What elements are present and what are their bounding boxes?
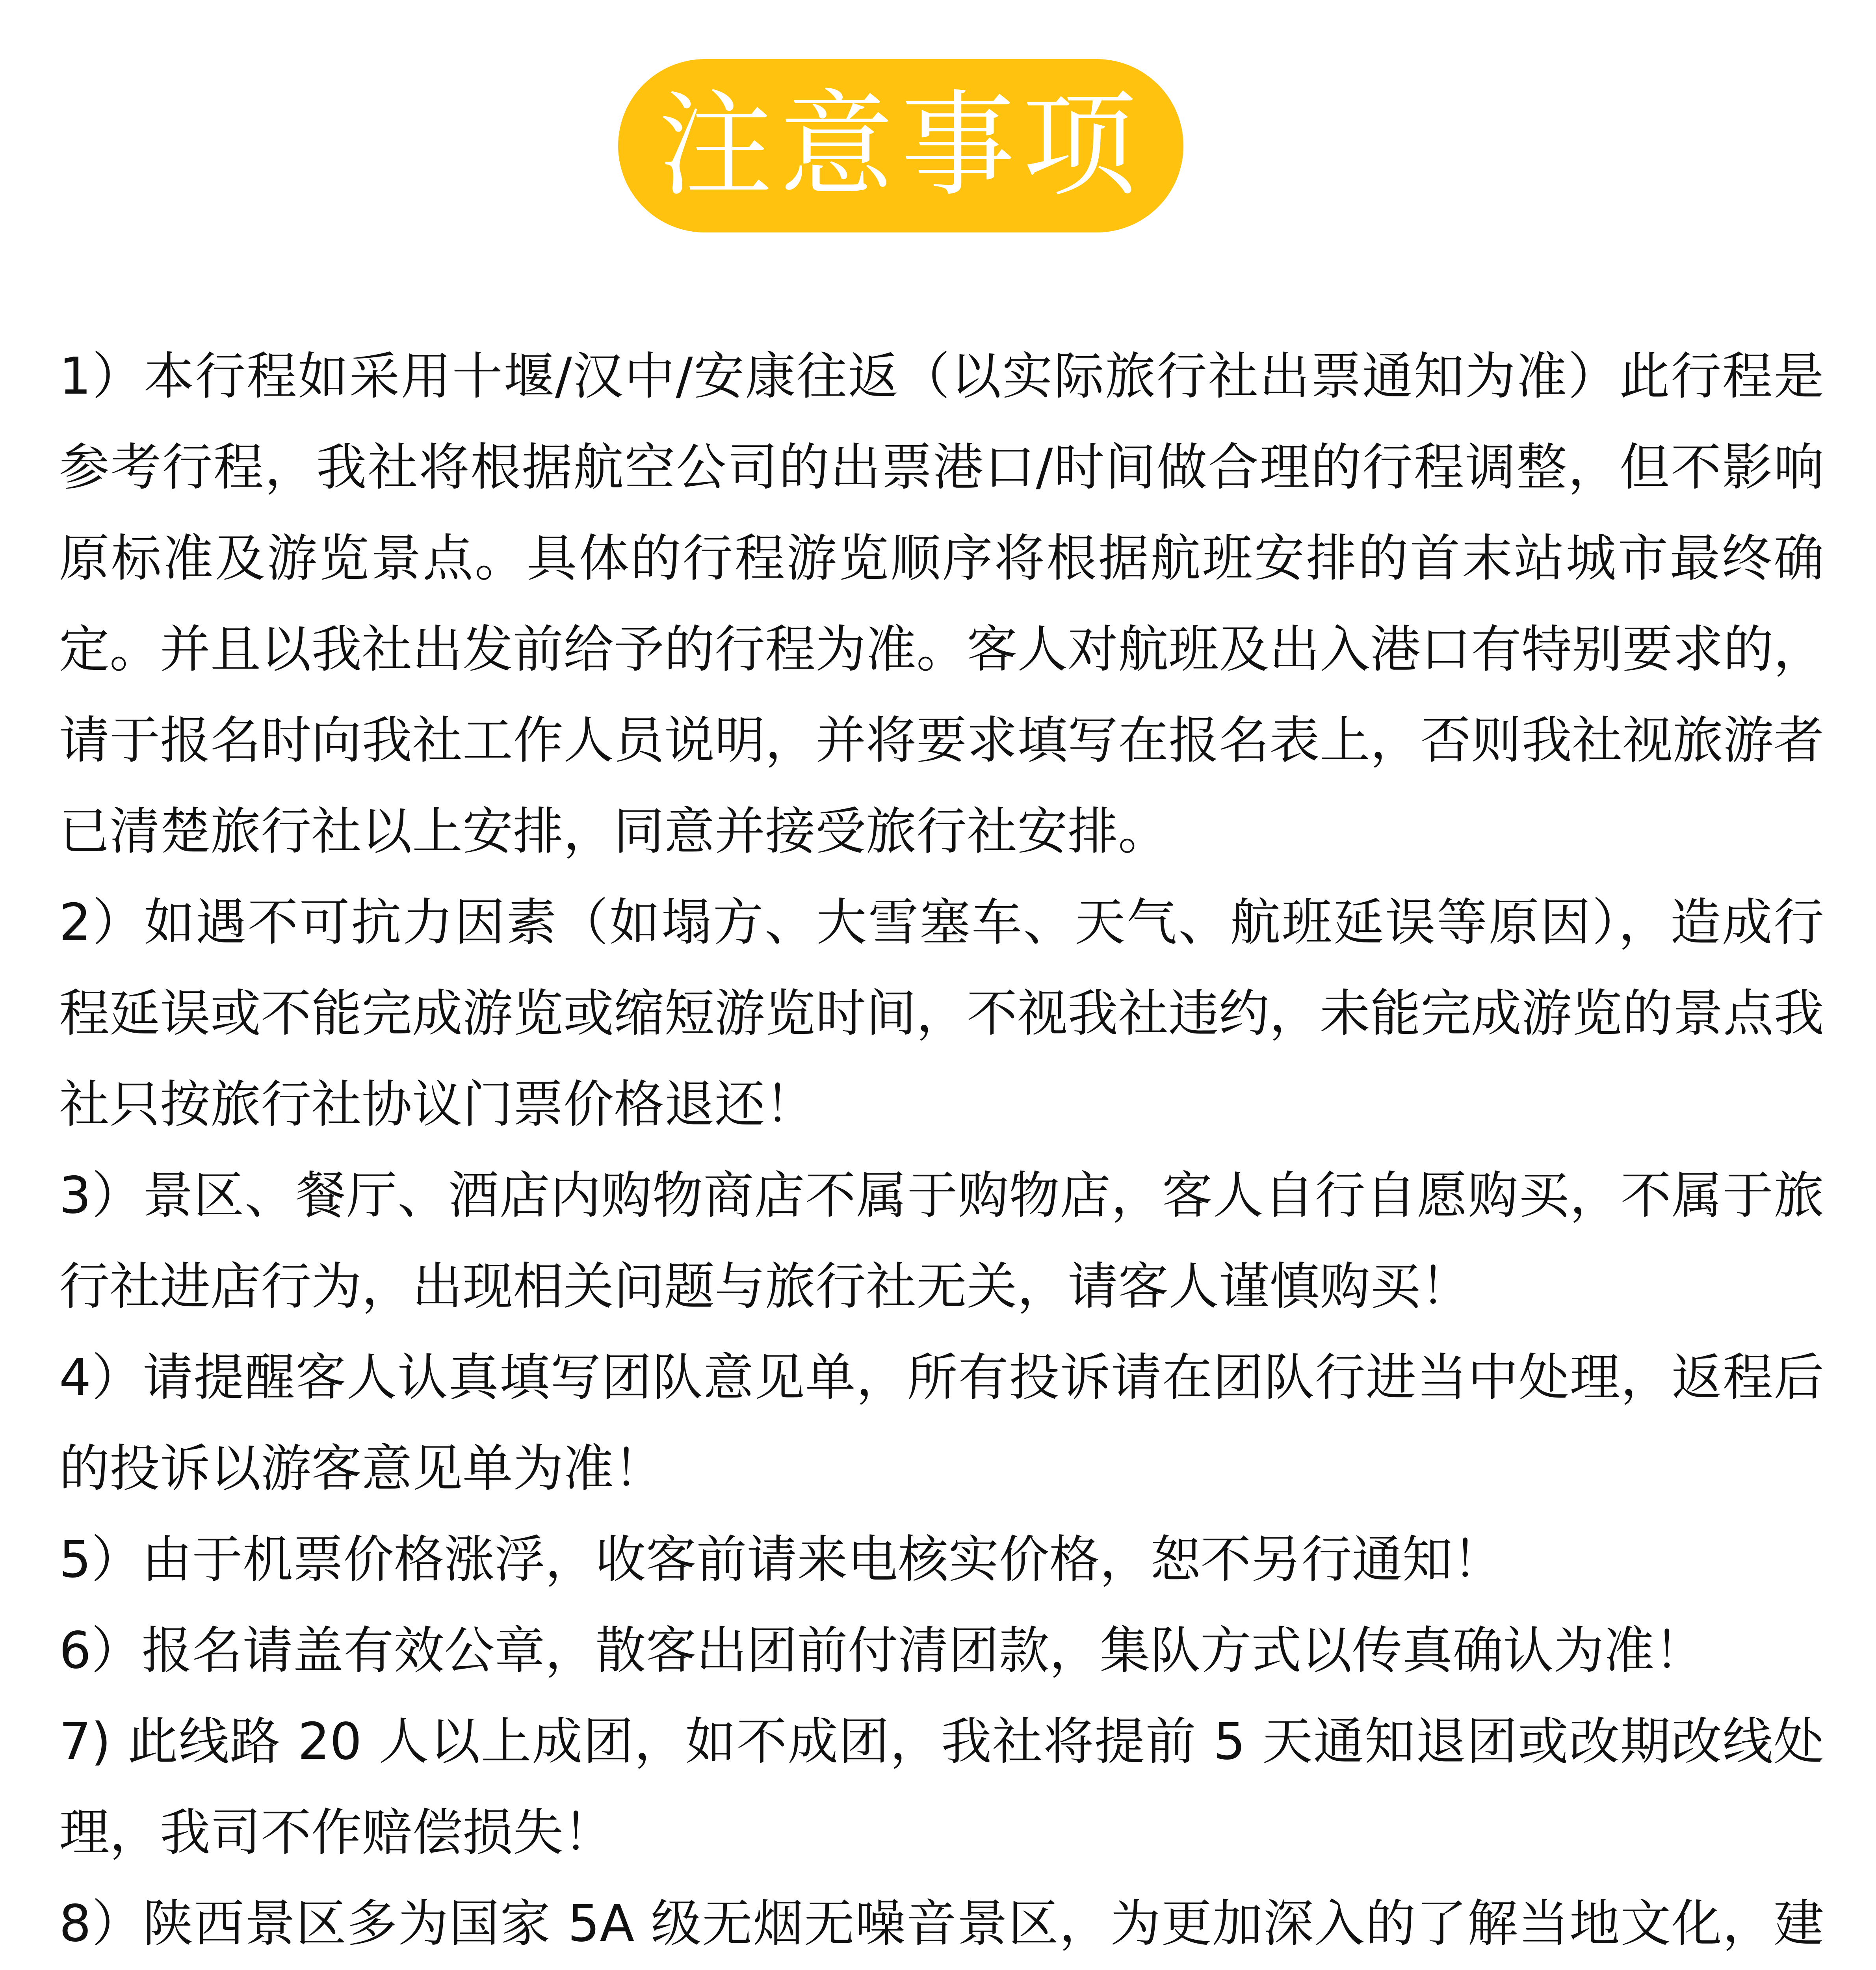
- note-item: 4）请提醒客人认真填写团队意见单，所有投诉请在团队行进当中处理，返程后的投诉以游客意见单为准！: [59, 1348, 1824, 1498]
- note-item: 8）陕西景区多为国家 5A 级无烟无噪音景区，为更加深入的了解当地文化，建: [59, 1894, 1824, 1953]
- note-item: 1）本行程如采用十堰/汉中/安康往返（以实际旅行社出票通知为准）此行程是参考行程，我社将根据航空公司的出票港口/时间做合理的行程调整，但不影响原标准及游览景点。具体的行程游览顺序将根据航班安排的首末站城市最终确定。并且以我社出发前给予的行程为准。客人对航班及出入港口有特别要求的，请于报名时向我社工作人员说明，并将要求填写在报名表上，否则我社视旅游者已清楚旅行社以上安排，同意并接受旅行社安排。: [59, 347, 1824, 861]
- title-banner: [618, 59, 1183, 232]
- note-item: 3）景区、餐厅、酒店内购物商店不属于购物店，客人自行自愿购买，不属于旅行社进店行为，出现相关问题与旅行社无关，请客人谨慎购买！: [59, 1166, 1824, 1316]
- page-title: 注意事项: [658, 79, 1144, 212]
- note-item: 5）由于机票价格涨浮，收客前请来电核实价格，恕不另行通知！: [59, 1530, 1503, 1589]
- note-item: 6）报名请盖有效公章，散客出团前付清团款，集队方式以传真确认为准！: [59, 1621, 1705, 1680]
- note-item: 7) 此线路 20 人以上成团，如不成团，我社将提前 5 天通知退团或改期改线处理，我司不作赔偿损失！: [59, 1712, 1824, 1862]
- note-item: 2）如遇不可抗力因素（如塌方、大雪塞车、天气、航班延误等原因），造成行程延误或不能完成游览或缩短游览时间，不视我社违约，未能完成游览的景点我社只按旅行社协议门票价格退还！: [59, 893, 1824, 1134]
- notes-list: [59, 331, 1824, 1970]
